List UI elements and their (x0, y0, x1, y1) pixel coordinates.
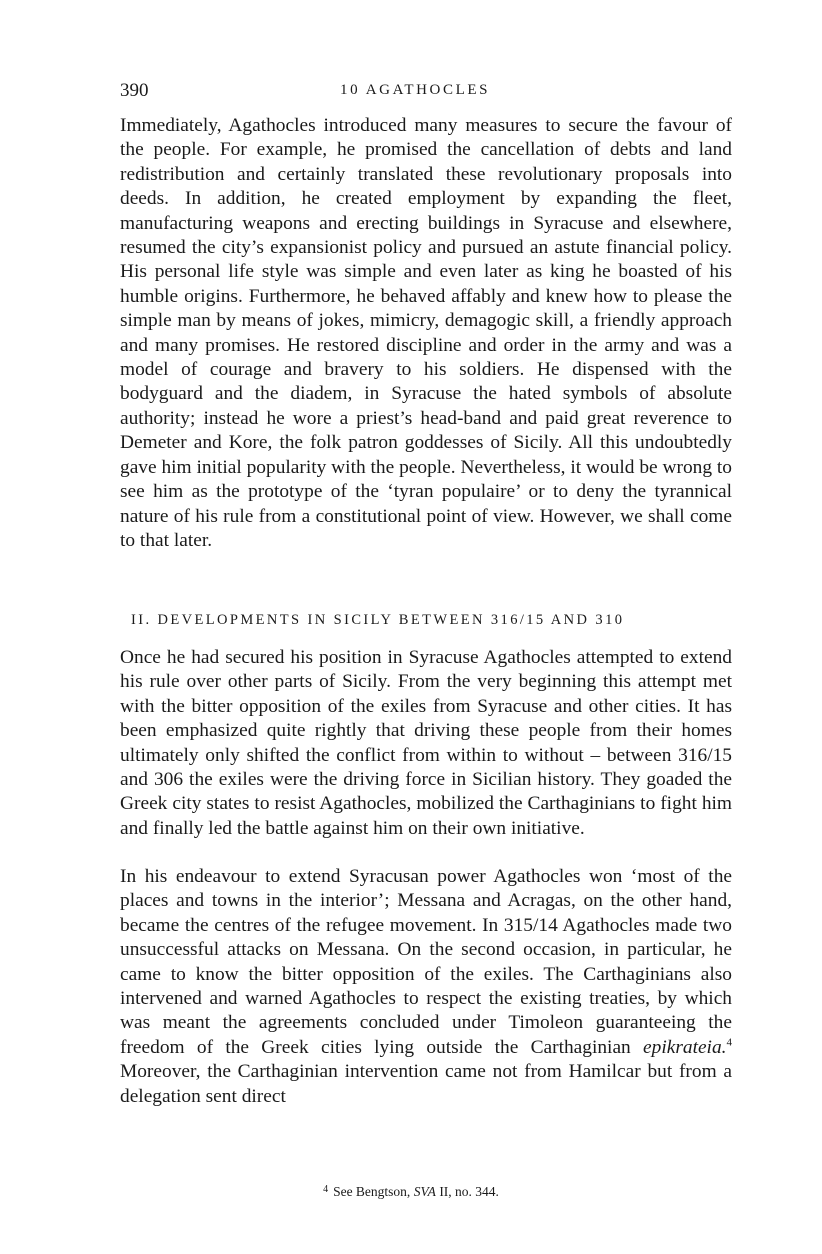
running-head (120, 80, 732, 104)
body-paragraph-3-text: In his endeavour to extend Syracusan power Agathocles won ‘most of the places and towns in the interior’; Messana and Acragas, on the other hand, became the centres of the refugee movement. In 315/14 Agathocles made two unsuccessful attacks on Messana. On the second occasion, in particular, he came to know the bitter opposition of the exiles. The Carthaginians also intervened and warned Agathocles to respect the existing treaties, by which was meant the agreements concluded under Timoleon guaranteeing the freedom of the Greek cities lying outside the Carthaginian (120, 866, 732, 1058)
footnote-mark: 4 (323, 1184, 329, 1195)
body-paragraph-2: Once he had secured his position in Syracuse Agathocles attempted to extend his rule over other parts of Sicily. From the very beginning this attempt met with the bitter opposition of the exiles from Syracuse and other cities. It has been emphasized quite rightly that driving these people from their homes ultimately only shifted the conflict from within to without – between 316/15 and 306 the exiles were the driving force in Sicilian history. They goaded the Greek city states to resist Agathocles, mobilized the Carthaginians to fight him and finally led the battle against him on their own initiative. (120, 647, 732, 839)
body-paragraph-3 (120, 865, 732, 1109)
footnote (0, 1184, 822, 1200)
footnote-prefix: See Bengtson, (333, 1184, 414, 1199)
section-heading: II. DEVELOPMENTS IN SICILY BETWEEN 316/15 AND 310 (131, 612, 625, 628)
epikrateia-term: epikrateia. (643, 1036, 727, 1058)
body-paragraph-3-tail: Moreover, the Carthaginian intervention came not from Hamilcar but from a delegation sent direct (120, 1061, 732, 1107)
footnote-suffix: II, no. 344. (435, 1184, 499, 1199)
running-title: 10 AGATHOCLES (340, 82, 491, 98)
footnote-italic: SVA (413, 1184, 436, 1199)
footnote-reference[interactable]: 4 (726, 1036, 732, 1049)
page-number: 390 (120, 80, 149, 101)
body-paragraph-1: Immediately, Agathocles introduced many measures to secure the favour of the people. For example, he promised the cancellation of debts and land redistribution and certainly translated these revolutionary proposals into deeds. In addition, he created employment by expanding the fleet, manufacturing weapons and erecting buildings in Syracuse and elsewhere, resumed the city’s expansionist policy and pursued an astute financial policy. His personal life style was simple and even later as king he boasted of his humble origins. Furthermore, he behaved affably and knew how to please the simple man by means of jokes, mimicry, demagogic skill, a friendly approach and many promises. He restored discipline and order in the army and was a model of courage and bravery to his soldiers. He dispensed with the bodyguard and the diadem, in Syracuse the hated symbols of absolute authority; instead he wore a priest’s head-band and paid great reverence to Demeter and Kore, the folk patron goddesses of Sicily. All this undoubtedly gave him initial popularity with the people. Nevertheless, it would be wrong to see him as the prototype of the ‘tyran populaire’ or to deny the tyrannical nature of his rule from a constitutional point of view. However, we shall come to that later. (120, 115, 732, 551)
